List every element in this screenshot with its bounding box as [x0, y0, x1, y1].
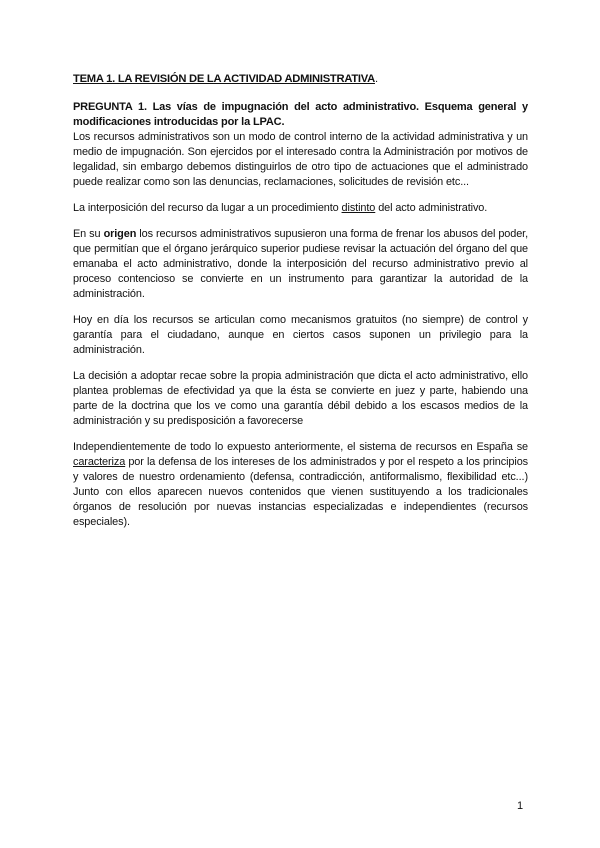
document-title-suffix: . — [375, 73, 378, 85]
paragraph-2 — [73, 201, 528, 216]
document-body — [73, 100, 528, 530]
underlined-term-distinto: distinto — [341, 202, 376, 214]
paragraph-1: Los recursos administrativos son un modo de control interno de la actividad administrativa y un medio de impugnación. Son ejercidos por el interesado contra la Administración por motivos de legalidad, sin embargo debemos distinguirlos de otro tipo de actuaciones que el administrado puede realizar como son las denuncias, reclamaciones, solicitudes de revisión etc... — [73, 131, 528, 188]
question-heading: PREGUNTA 1. Las vías de impugnación del acto administrativo. Esquema general y modificaciones introducidas por la LPAC. — [73, 101, 528, 128]
paragraph-4: Hoy en día los recursos se articulan como mecanismos gratuitos (no siempre) de control y garantía para el ciudadano, aunque en ciertos casos suponen un privilegio para la administración. — [73, 314, 528, 356]
paragraph-6 — [73, 440, 528, 530]
bold-term-origen: origen — [103, 228, 137, 240]
paragraph-6-before: Independientemente de todo lo expuesto anteriormente, el sistema de recursos en España se — [73, 441, 528, 453]
paragraph-3-after: los recursos administrativos supusieron una forma de frenar los abusos del poder, que permitían que el órgano jerárquico superior pudiese revisar la actuación del órgano del que emanaba el acto administrativo, donde la interposición del recurso administrativo previo al proceso contencioso se convierte en un instrumento para garantizar la autoridad de la administración. — [73, 228, 529, 300]
paragraph-6-after: por la defensa de los intereses de los administrados y por el respeto a los principios y valores de nuestro ordenamiento (defensa, contradicción, antiformalismo, flexibilidad etc...) Junto con ellos aparecen nuevos contenidos que vienen sustituyendo a los tradicionales órganos de resolución por nuevas instancias especializadas e independientes (recursos especiales). — [73, 456, 528, 528]
paragraph-5: La decisión a adoptar recae sobre la propia administración que dicta el acto administrativo, ello plantea problemas de efectividad ya que la ésta se convierte en juez y parte, habiendo una parte de la doctrina que los ve como una garantía débil debido a los escasos medios de la administración y su predisposición a favorecerse — [73, 370, 528, 427]
underlined-term-caracteriza: caracteriza — [73, 456, 126, 468]
document-title — [73, 72, 378, 86]
page-number: 1 — [517, 800, 524, 812]
paragraph-3-before: En su — [73, 228, 104, 240]
paragraph-2-after: del acto administrativo. — [375, 202, 488, 214]
paragraph-2-before: La interposición del recurso da lugar a un procedimiento — [73, 202, 342, 214]
document-title-text: TEMA 1. LA REVISIÓN DE LA ACTIVIDAD ADMINISTRATIVA — [73, 73, 375, 85]
paragraph-3 — [73, 227, 528, 302]
